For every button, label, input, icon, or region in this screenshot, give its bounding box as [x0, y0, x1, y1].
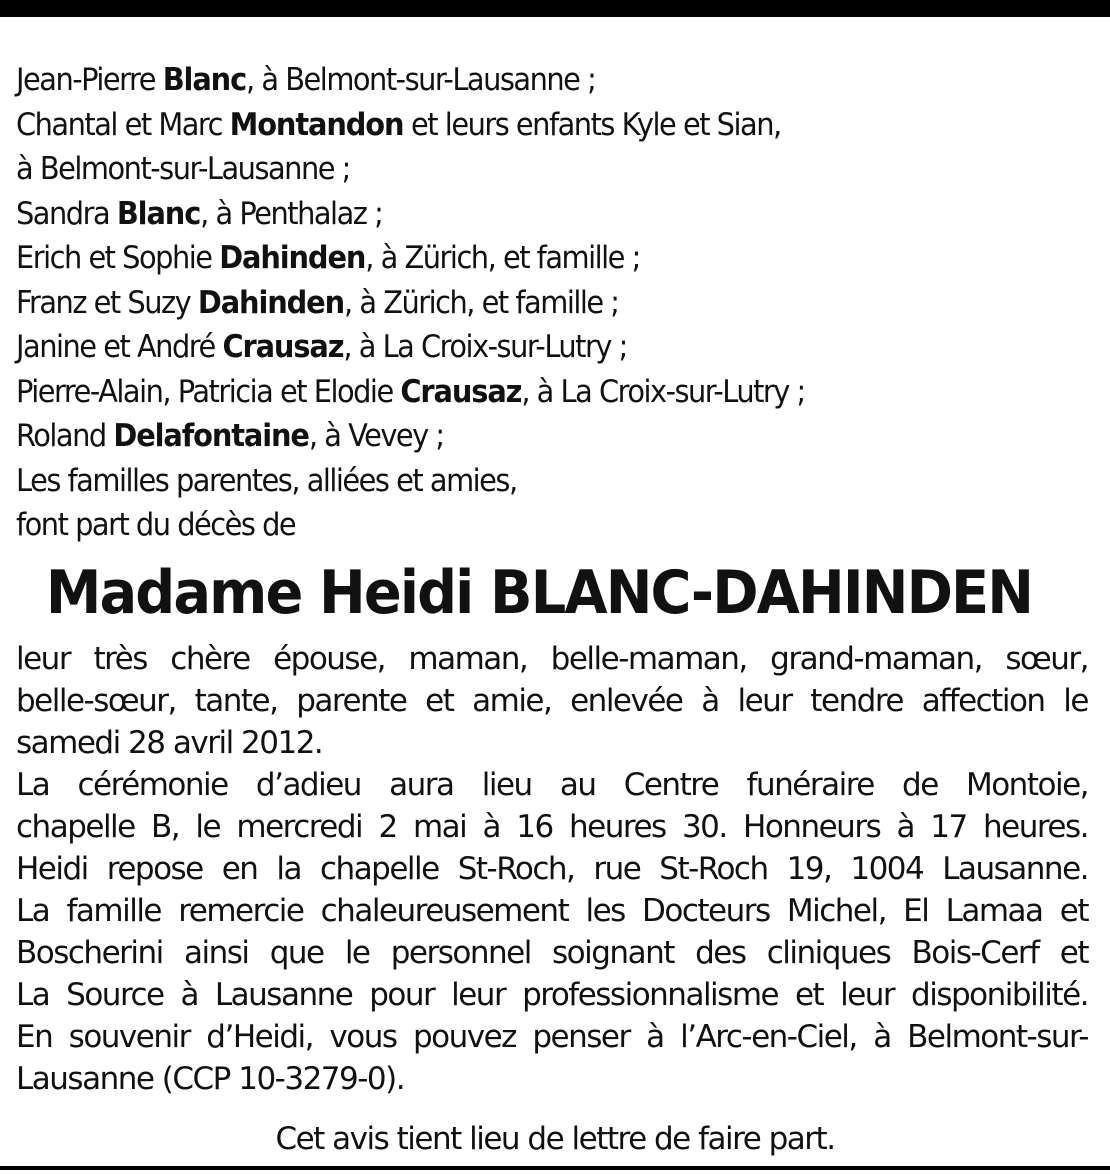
family-line-text: Pierre-Alain, Patricia et Elodie: [16, 373, 401, 410]
paragraph-line: La famille remercie chaleureusement les Docteurs Michel, El Lamaa et: [16, 892, 1088, 929]
paragraph-line: La Source à Lausanne pour leur professionnalisme et leur disponibilité.: [16, 976, 1088, 1013]
family-line-text: à Belmont-sur-Lausanne ;: [16, 151, 350, 187]
paragraph-line: Heidi repose en la chapelle St-Roch, rue St-Roch 19, 1004 Lausanne.: [16, 850, 1088, 887]
family-line: [16, 459, 1013, 504]
family-surname: Dahinden: [219, 240, 366, 276]
paragraph-line: La cérémonie d’adieu aura lieu au Centre funéraire de Montoie,: [16, 766, 1088, 803]
announcement-paragraph: [16, 638, 1088, 764]
paragraph-line: Lausanne (CCP 10-3279-0).: [16, 1060, 405, 1097]
paragraph-line: En souvenir d’Heidi, vous pouvez penser à l’Arc-en-Ciel, à Belmont-sur-: [16, 1018, 1088, 1055]
family-surname: Crausaz: [400, 373, 522, 410]
family-line-text: , à Belmont-sur-Lausanne ;: [246, 62, 596, 98]
family-line: [16, 503, 1013, 548]
family-surname: Montandon: [229, 106, 404, 143]
family-line-text: et leurs enfants Kyle et Sian,: [403, 106, 781, 143]
family-line: [16, 325, 1013, 370]
family-line: [16, 103, 1013, 148]
deceased-name-heading: Madame Heidi BLANC-DAHINDEN: [45, 557, 1033, 628]
family-line: [16, 281, 1013, 326]
closing-note: Cet avis tient lieu de lettre de faire part.: [275, 1121, 835, 1157]
family-line: [16, 147, 1013, 192]
obituary-notice: [16, 58, 1088, 1100]
family-line-text: font part du décès de: [16, 507, 296, 543]
family-line-text: Franz et Suzy: [16, 284, 198, 321]
family-line: [16, 236, 1013, 281]
family-line: [16, 192, 1013, 237]
bottom-border-rule: [0, 1166, 1110, 1170]
family-line-text: Janine et André: [16, 329, 223, 365]
family-surname: Crausaz: [222, 329, 344, 365]
family-line-text: Les familles parentes, alliées et amies,: [16, 462, 517, 499]
paragraph-line: leur très chère épouse, maman, belle-maman, grand-maman, sœur,: [16, 640, 1088, 677]
paragraph-line: Boscherini ainsi que le personnel soignant des cliniques Bois-Cerf et: [16, 934, 1088, 971]
paragraph-line: belle-sœur, tante, parente et amie, enlevée à leur tendre affection le: [16, 682, 1088, 719]
family-line-text: , à Penthalaz ;: [200, 195, 383, 232]
family-surname: Blanc: [162, 62, 247, 98]
ceremony-paragraph: [16, 764, 1088, 1100]
family-surname: Dahinden: [197, 284, 344, 321]
top-border-rule: [0, 0, 1110, 17]
family-line: [16, 370, 1013, 415]
family-line-text: Roland: [16, 418, 114, 454]
family-line-text: Jean-Pierre: [16, 62, 163, 98]
family-line-text: Erich et Sophie: [16, 240, 220, 276]
family-line-text: Sandra: [16, 195, 117, 232]
family-line-text: , à La Croix-sur-Lutry ;: [521, 373, 805, 410]
paragraph-line: samedi 28 avril 2012.: [16, 724, 323, 761]
family-surname: Blanc: [116, 195, 201, 232]
family-line-text: , à La Croix-sur-Lutry ;: [343, 329, 627, 365]
family-line-text: , à Zürich, et famille ;: [365, 240, 640, 276]
paragraph-line: chapelle B, le mercredi 2 mai à 16 heures 30. Honneurs à 17 heures.: [16, 808, 1088, 845]
family-line-text: , à Zürich, et famille ;: [343, 284, 619, 321]
family-surname: Delafontaine: [113, 418, 309, 454]
family-list: [16, 58, 1088, 548]
family-line: [16, 414, 1013, 459]
family-line-text: , à Vevey ;: [308, 418, 444, 454]
family-line: [16, 58, 1013, 103]
family-line-text: Chantal et Marc: [16, 106, 230, 143]
